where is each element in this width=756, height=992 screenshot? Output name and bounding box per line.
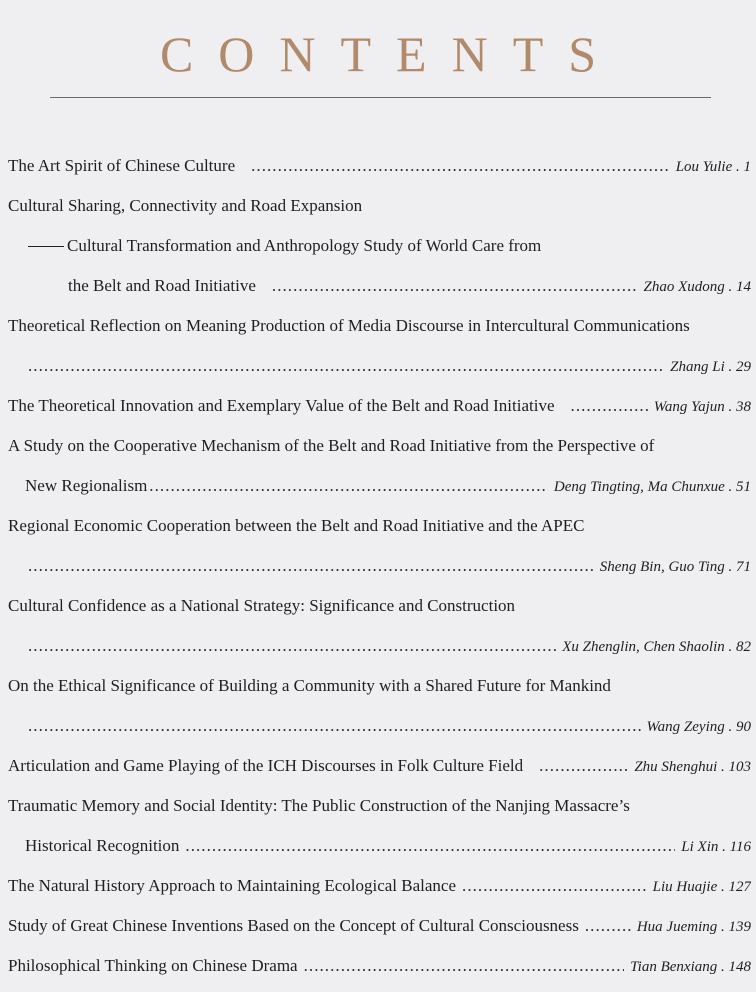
entry-subtitle: the Belt and Road Initiative: [68, 276, 256, 295]
toc-entry[interactable]: [8, 146, 751, 186]
entry-title: Cultural Confidence as a National Strategy: Significance and Construction: [8, 596, 516, 615]
dot-leader: [462, 866, 647, 906]
entry-title: Cultural Sharing, Connectivity and Road Expansion: [8, 196, 363, 215]
entry-author-page: Wang Yajun . 38: [653, 399, 751, 415]
toc-entry[interactable]: [8, 386, 751, 426]
entry-title: A Study on the Cooperative Mechanism of the Belt and Road Initiative from the Perspective of: [8, 436, 655, 455]
entry-title: Articulation and Game Playing of the ICH Discourses in Folk Culture Field: [8, 756, 524, 775]
dot-leader: [28, 346, 664, 386]
toc-entry[interactable]: [8, 906, 751, 946]
toc-entry[interactable]: [8, 586, 751, 626]
toc-entry-continuation: [28, 346, 751, 386]
dot-leader: [304, 946, 625, 986]
entry-author-page: Li Xin . 116: [681, 839, 751, 855]
dot-leader: [539, 746, 628, 786]
dot-leader: [28, 626, 556, 666]
entry-author-page: Zhao Xudong . 14: [643, 279, 751, 295]
entry-author-page: Liu Huajie . 127: [652, 879, 751, 895]
dot-leader: [185, 826, 675, 866]
entry-author-page: Deng Tingting, Ma Chunxue . 51: [553, 479, 751, 495]
toc-entry[interactable]: [8, 946, 751, 986]
entry-title: Theoretical Reflection on Meaning Production of Media Discourse in Intercultural Communications: [8, 316, 690, 335]
entry-title: Traumatic Memory and Social Identity: The Public Construction of the Nanjing Massacre’s: [8, 796, 630, 815]
entry-title: The Natural History Approach to Maintaining Ecological Balance: [8, 876, 457, 895]
entry-title-cont: Historical Recognition: [25, 836, 180, 855]
toc-entry[interactable]: [8, 506, 751, 546]
entry-title: Regional Economic Cooperation between the Belt and Road Initiative and the APEC: [8, 516, 585, 535]
entry-title: The Art Spirit of Chinese Culture: [8, 156, 236, 175]
dot-leader: [585, 906, 631, 946]
dot-leader: [28, 546, 594, 586]
toc-entry-continuation: [68, 266, 751, 306]
toc-entry-subtitle: [28, 226, 751, 266]
entry-author-page: Xu Zhenglin, Chen Shaolin . 82: [562, 639, 751, 655]
toc-entry-continuation: [25, 466, 751, 506]
dot-leader: [149, 466, 548, 506]
toc-entry-continuation: [28, 626, 751, 666]
dot-leader: [571, 386, 648, 426]
toc-entry-continuation: [28, 546, 751, 586]
toc-entry-continuation: [25, 826, 751, 866]
em-dash: [28, 246, 64, 247]
toc-entry[interactable]: [8, 186, 751, 226]
toc-entry[interactable]: [8, 306, 751, 346]
toc-entry[interactable]: [8, 866, 751, 906]
entry-author-page: Lou Yulie . 1: [675, 159, 751, 175]
toc-entry[interactable]: [8, 426, 751, 466]
entry-title: Philosophical Thinking on Chinese Drama: [8, 956, 298, 975]
dot-leader: [251, 146, 670, 186]
entry-author-page: Wang Zeying . 90: [646, 719, 751, 735]
entry-author-page: Zhang Li . 29: [670, 359, 751, 375]
entry-author-page: Zhu Shenghui . 103: [634, 759, 751, 775]
entry-author-page: Hua Jueming . 139: [636, 919, 751, 935]
toc-entry-continuation: [28, 706, 751, 746]
toc-entry[interactable]: [8, 666, 751, 706]
dot-leader: [272, 266, 638, 306]
title-divider: [50, 97, 711, 98]
entry-title-cont: New Regionalism: [25, 476, 148, 495]
entry-title: On the Ethical Significance of Building a Community with a Shared Future for Mankind: [8, 676, 611, 695]
entry-author-page: Sheng Bin, Guo Ting . 71: [599, 559, 751, 575]
page-title: CONTENTS: [159, 26, 622, 82]
toc-entry[interactable]: [8, 786, 751, 826]
entry-title: The Theoretical Innovation and Exemplary Value of the Belt and Road Initiative: [8, 396, 555, 415]
dot-leader: [28, 706, 641, 746]
toc-entry[interactable]: [8, 746, 751, 786]
entry-author-page: Tian Benxiang . 148: [630, 959, 751, 975]
entry-subtitle: Cultural Transformation and Anthropology Study of World Care from: [67, 236, 542, 255]
entry-title: Study of Great Chinese Inventions Based on the Concept of Cultural Consciousness: [8, 916, 579, 935]
